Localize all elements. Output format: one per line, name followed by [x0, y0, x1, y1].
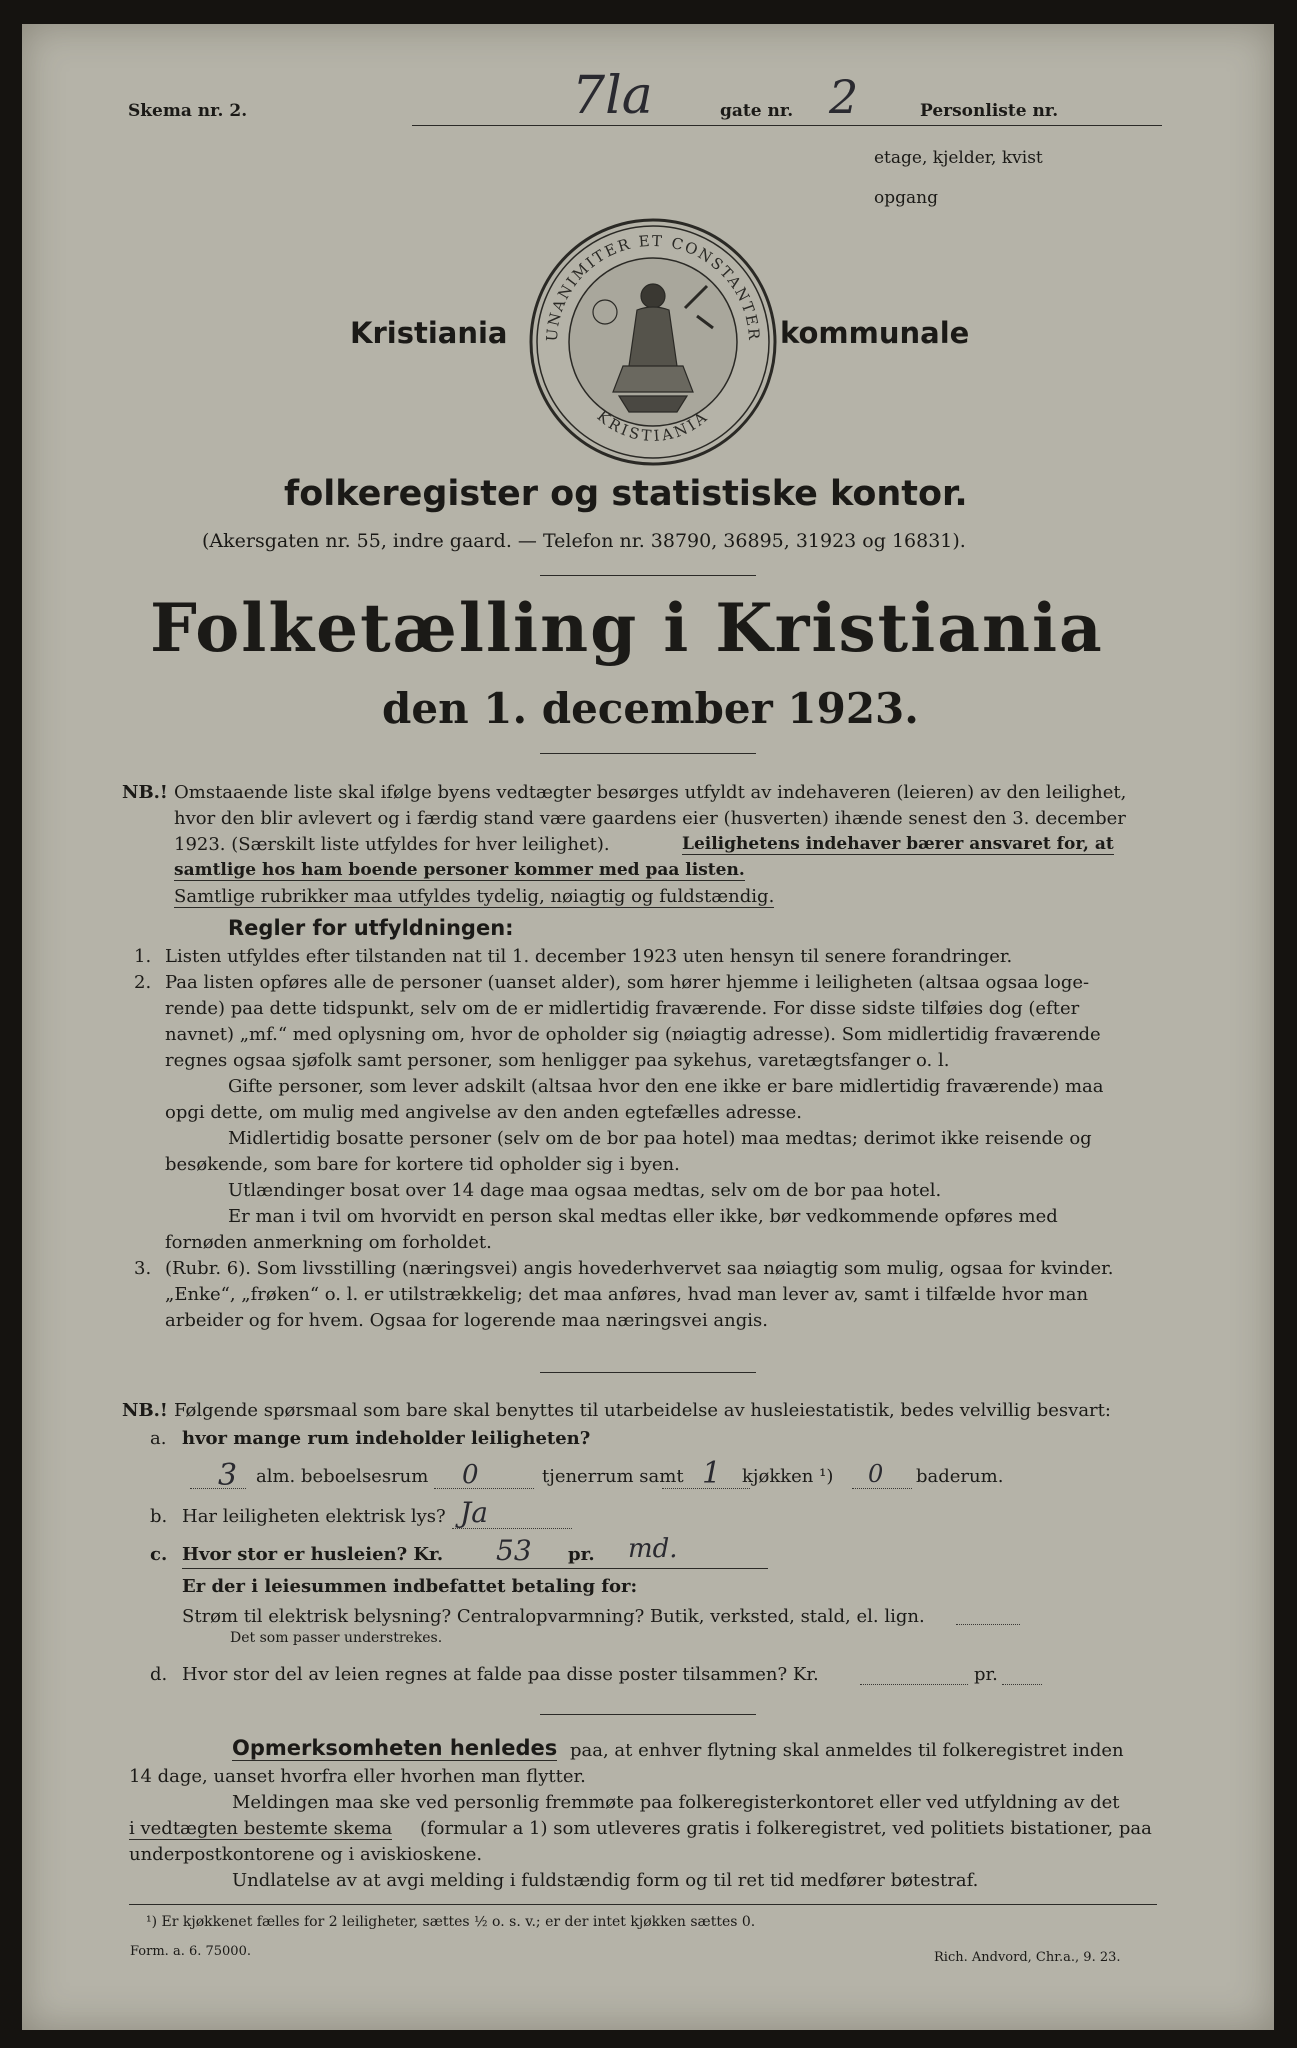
- gate-label: gate nr.: [720, 101, 794, 121]
- question-label: c.: [150, 1544, 168, 1565]
- rule-text: opgi dette, om mulig med angivelse av den anden egtefælles adresse.: [165, 1102, 802, 1123]
- notice-text: (formular a 1) som utleveres gratis i folkeregistret, ved politiets bistationer, paa: [420, 1818, 1152, 1839]
- nb1-emphasis: Leilighetens indehaver bærer ansvaret for, at: [682, 834, 1114, 854]
- bath-label: baderum.: [916, 1466, 1004, 1487]
- bath-value[interactable]: 0: [868, 1460, 884, 1488]
- portion-per-label: pr.: [974, 1664, 998, 1685]
- street-name-handwritten: 7la: [572, 66, 653, 126]
- nb1-emphasis: samtlige hos ham boende personer kommer med paa listen.: [174, 860, 745, 880]
- portion-question: Hvor stor del av leien regnes at falde paa disse poster tilsammen? Kr.: [182, 1664, 819, 1685]
- rule-text: besøkende, som bare for kortere tid opholder sig i byen.: [165, 1154, 680, 1175]
- rooms-question: hvor mange rum indeholder leiligheten?: [182, 1428, 591, 1449]
- office-right: kommunale: [780, 316, 970, 350]
- divider: [540, 1372, 756, 1373]
- svg-text:UNANIMITER ET CONSTANTER: UNANIMITER ET CONSTANTER: [542, 231, 764, 343]
- bath-line[interactable]: [852, 1488, 912, 1489]
- census-date: den 1. december 1923.: [382, 684, 919, 733]
- notice-text: 14 dage, uanset hvorfra eller hvorhen man flytter.: [129, 1766, 586, 1787]
- office-title: folkeregister og statistiske kontor.: [284, 474, 968, 514]
- portion-period-line[interactable]: [1002, 1684, 1042, 1685]
- electric-answer[interactable]: Ja: [460, 1496, 488, 1529]
- rule-text: Midlertidig bosatte personer (selv om de bor paa hotel) maa medtas; derimot ikke reisende og: [228, 1128, 1092, 1149]
- rule-text: (Rubr. 6). Som livsstilling (næringsvei) angis hovederhvervet saa nøiagtig som mulig, ogsaa for kvinder.: [165, 1258, 1114, 1279]
- rule-text: Er man i tvil om hvorvidt en person skal medtas eller ikke, bør vedkommende opføres med: [228, 1206, 1058, 1227]
- rent-includes-options[interactable]: Strøm til elektrisk belysning? Centralopvarmning? Butik, verksted, stald, el. lign.: [182, 1606, 925, 1627]
- notice-text: Meldingen maa ske ved personlig fremmøte paa folkeregisterkontoret eller ved utfyldning av det: [232, 1792, 1120, 1813]
- rule-text: regnes ogsaa sjøfolk samt personer, som henligger paa sykehus, varetægtsfanger o. l.: [165, 1050, 950, 1071]
- rent-underline: [182, 1568, 768, 1569]
- nb2-intro: Følgende spørsmaal som bare skal benyttes til utarbeidelse av husleiestatistik, bedes velvillig besvart:: [174, 1400, 1111, 1421]
- question-label: d.: [150, 1664, 168, 1685]
- servant-label: tjenerrum samt: [542, 1466, 684, 1487]
- notice-text: Undlatelse av at avgi melding i fuldstændig form og til ret tid medfører bøtestraf.: [232, 1870, 979, 1891]
- rule-text: arbeider og for hvem. Ogsaa for logerende maa næringsvei angis.: [165, 1310, 768, 1331]
- divider: [540, 575, 756, 576]
- rule-number: 3.: [134, 1258, 152, 1279]
- footnote: ¹) Er kjøkkenet fælles for 2 leiligheter, sættes ½ o. s. v.; er der intet kjøkken sættes 0.: [146, 1914, 756, 1930]
- rule-number: 1.: [134, 946, 152, 967]
- rule-text: „Enke“, „frøken“ o. l. er utilstrækkelig; det maa anføres, hvad man lever av, samt i tilfælde hvor man: [165, 1284, 1089, 1305]
- kitchen-value[interactable]: 1: [702, 1456, 722, 1491]
- svg-text:KRISTIANIA: KRISTIANIA: [593, 406, 713, 446]
- question-label: b.: [150, 1506, 168, 1527]
- rule-text: Utlændinger bosat over 14 dage maa ogsaa medtas, selv om de bor paa hotel.: [228, 1180, 942, 1201]
- rule-number: 2.: [134, 972, 152, 993]
- rooms-value[interactable]: 3: [218, 1458, 238, 1493]
- opgang-label: opgang: [874, 188, 938, 208]
- city-seal-icon: [527, 216, 779, 468]
- footer-rule: [129, 1904, 1157, 1905]
- divider: [540, 753, 756, 754]
- rent-includes-note: Det som passer understrekes.: [230, 1630, 443, 1646]
- nb-label: NB.!: [122, 1400, 168, 1421]
- question-label: a.: [150, 1428, 167, 1449]
- nb1-line: hvor den blir avlevert og i færdig stand være gaardens eier (husverten) ihænde senest den 3. december: [174, 808, 1126, 829]
- servant-line[interactable]: [434, 1488, 534, 1489]
- nb1-line: 1923. (Særskilt liste utfyldes for hver leilighet).: [174, 834, 610, 855]
- electric-line[interactable]: [452, 1528, 572, 1529]
- census-form-page: [22, 24, 1274, 2030]
- portion-amount-line[interactable]: [860, 1684, 968, 1685]
- rule-text: Listen utfyldes efter tilstanden nat til 1. december 1923 uten hensyn til senere forandringer.: [165, 946, 1013, 967]
- rent-includes-question: Er der i leiesummen indbefattet betaling for:: [182, 1576, 638, 1597]
- rule-text: Gifte personer, som lever adskilt (altsaa hvor den ene ikke er bare midlertidig fraværende) maa: [228, 1076, 1104, 1097]
- options-line: [956, 1624, 1020, 1625]
- nb1-line: Omstaaende liste skal ifølge byens vedtægter besørges utfyldt av indehaveren (leieren) av den leilighet,: [174, 782, 1127, 803]
- servant-value[interactable]: 0: [462, 1460, 479, 1490]
- rule-text: navnet) „mf.“ med oplysning om, hvor de opholder sig (nøiagtig adresse). Som midlertidig fraværende: [165, 1024, 1101, 1045]
- rule-text: Paa listen opføres alle de personer (uanset alder), som hører hjemme i leiligheten (altsaa ogsaa loge-: [165, 972, 1090, 993]
- gate-number-handwritten: 2: [829, 70, 859, 124]
- rent-per-label: pr.: [568, 1544, 595, 1565]
- rooms-label: alm. beboelsesrum: [256, 1466, 429, 1487]
- notice-heading: Opmerksomheten henledes: [232, 1736, 558, 1760]
- rent-question: Hvor stor er husleien? Kr.: [182, 1544, 444, 1565]
- nb-label: NB.!: [122, 782, 168, 803]
- rent-period[interactable]: md.: [628, 1534, 678, 1564]
- notice-text: underpostkontorene og i aviskioskene.: [129, 1844, 483, 1865]
- notice-text: paa, at enhver flytning skal anmeldes til folkeregistret inden: [570, 1740, 1124, 1761]
- personliste-label: Personliste nr.: [920, 101, 1059, 121]
- rules-heading: Regler for utfyldningen:: [228, 916, 514, 940]
- printer: Rich. Andvord, Chr.a., 9. 23.: [934, 1950, 1121, 1965]
- kitchen-label: kjøkken ¹): [742, 1466, 834, 1487]
- rule-text: rende) paa dette tidspunkt, selv om de er midlertidig fraværende. For disse sidste tilføies dog (efter: [165, 998, 1080, 1019]
- office-address: (Akersgaten nr. 55, indre gaard. — Telefon nr. 38790, 36895, 31923 og 16831).: [202, 530, 966, 552]
- skema-number: Skema nr. 2.: [128, 101, 248, 121]
- form-number: Form. a. 6. 75000.: [130, 1944, 251, 1959]
- notice-text: i vedtægten bestemte skema: [129, 1818, 393, 1839]
- office-left: Kristiania: [350, 316, 508, 350]
- census-title: Folketælling i Kristiania: [150, 589, 1104, 667]
- rent-amount[interactable]: 53: [496, 1534, 532, 1567]
- header-line: [412, 125, 1162, 126]
- electric-question: Har leiligheten elektrisk lys?: [182, 1506, 446, 1527]
- divider: [540, 1714, 756, 1715]
- nb1-line: Samtlige rubrikker maa utfyldes tydelig, nøiagtig og fuldstændig.: [174, 886, 775, 907]
- etage-label: etage, kjelder, kvist: [874, 148, 1043, 168]
- rule-text: fornøden anmerkning om forholdet.: [165, 1232, 492, 1253]
